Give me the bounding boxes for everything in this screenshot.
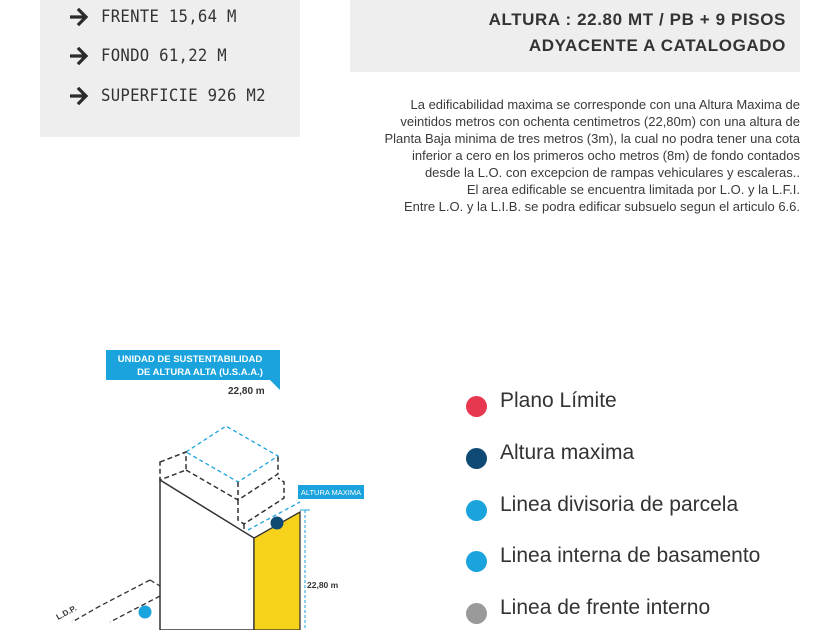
dimension-text: FRENTE 15,64 M [101, 7, 237, 27]
legend-dot-icon [466, 603, 487, 624]
legend-label: Linea interna de basamento [500, 544, 761, 567]
description-line: Planta Baja minima de tres metros (3m), la cual no podra tener una cota [384, 131, 800, 146]
legend-label: Altura maxima [500, 441, 635, 464]
legend-label: Linea divisoria de parcela [500, 493, 739, 516]
usaa-label-line2: DE ALTURA ALTA (U.S.A.A.) [137, 367, 263, 378]
legend-label: Plano Límite [500, 389, 617, 412]
dimension-text: SUPERFICIE 926 M2 [101, 86, 266, 106]
dimension-frente [70, 5, 249, 29]
legend-dot-icon [466, 551, 487, 572]
description-line: La edificabilidad maxima se corresponde con una Altura Maxima de [410, 97, 800, 112]
description-line: veintidos metros con ochenta centimetros (22,80m) con una altura de [400, 114, 800, 129]
height-title: ALTURA : 22.80 MT / PB + 9 PISOS [488, 10, 786, 29]
legend-dot-icon [466, 396, 487, 417]
height-panel [350, 0, 800, 72]
description-line: Entre L.O. y la L.I.B. se podra edificar subsuelo segun el articulo 6.6. [404, 199, 800, 214]
dimension-superficie [70, 84, 280, 108]
legend-item-plano-limite [466, 388, 617, 414]
arrow-right-icon [70, 87, 90, 105]
legend-label: Linea de frente interno [500, 596, 711, 619]
description-line: desde la L.O. con excepcion de rampas vehiculares y escaleras.. [424, 165, 800, 180]
dimension-text: FONDO 61,22 M [101, 46, 227, 66]
buildability-description [352, 96, 800, 215]
height-dimension-line [300, 510, 310, 630]
ldp-label: L.D.P. [54, 603, 79, 622]
arrow-right-icon [70, 8, 90, 26]
facade-yellow [254, 512, 300, 630]
side-height-label: 22,80 m [307, 580, 339, 590]
legend-dot-icon [466, 448, 487, 469]
dimension-fondo [70, 44, 238, 68]
legend-item-frente-interno [466, 595, 710, 621]
legend-item-altura-maxima [466, 440, 634, 466]
usaa-height-label: 22,80 m [228, 386, 265, 397]
usaa-label-line1: UNIDAD DE SUSTENTABILIDAD [117, 354, 263, 365]
property-dimensions-panel [40, 0, 300, 137]
legend-item-linea-basamento [466, 543, 760, 569]
parcel-division-marker [139, 606, 152, 619]
legend-dot-icon [466, 500, 487, 521]
description-line: inferior a cero en los primeros ocho metros (8m) de fondo contados [411, 148, 800, 163]
altura-maxima-marker [271, 517, 284, 530]
arrow-right-icon [70, 47, 90, 65]
adjacency-note: ADYACENTE A CATALOGADO [528, 36, 786, 55]
building-volume [160, 480, 254, 630]
legend-item-linea-divisoria [466, 492, 738, 518]
altura-maxima-tag: ALTURA MAXIMA [300, 488, 362, 497]
usaa-label-pointer [270, 380, 280, 390]
building-envelope-diagram [0, 340, 440, 630]
description-line: El area edificable se encuentra limitada por L.O. y la L.F.I. [466, 182, 800, 197]
usaa-volume-cyan [186, 426, 278, 482]
